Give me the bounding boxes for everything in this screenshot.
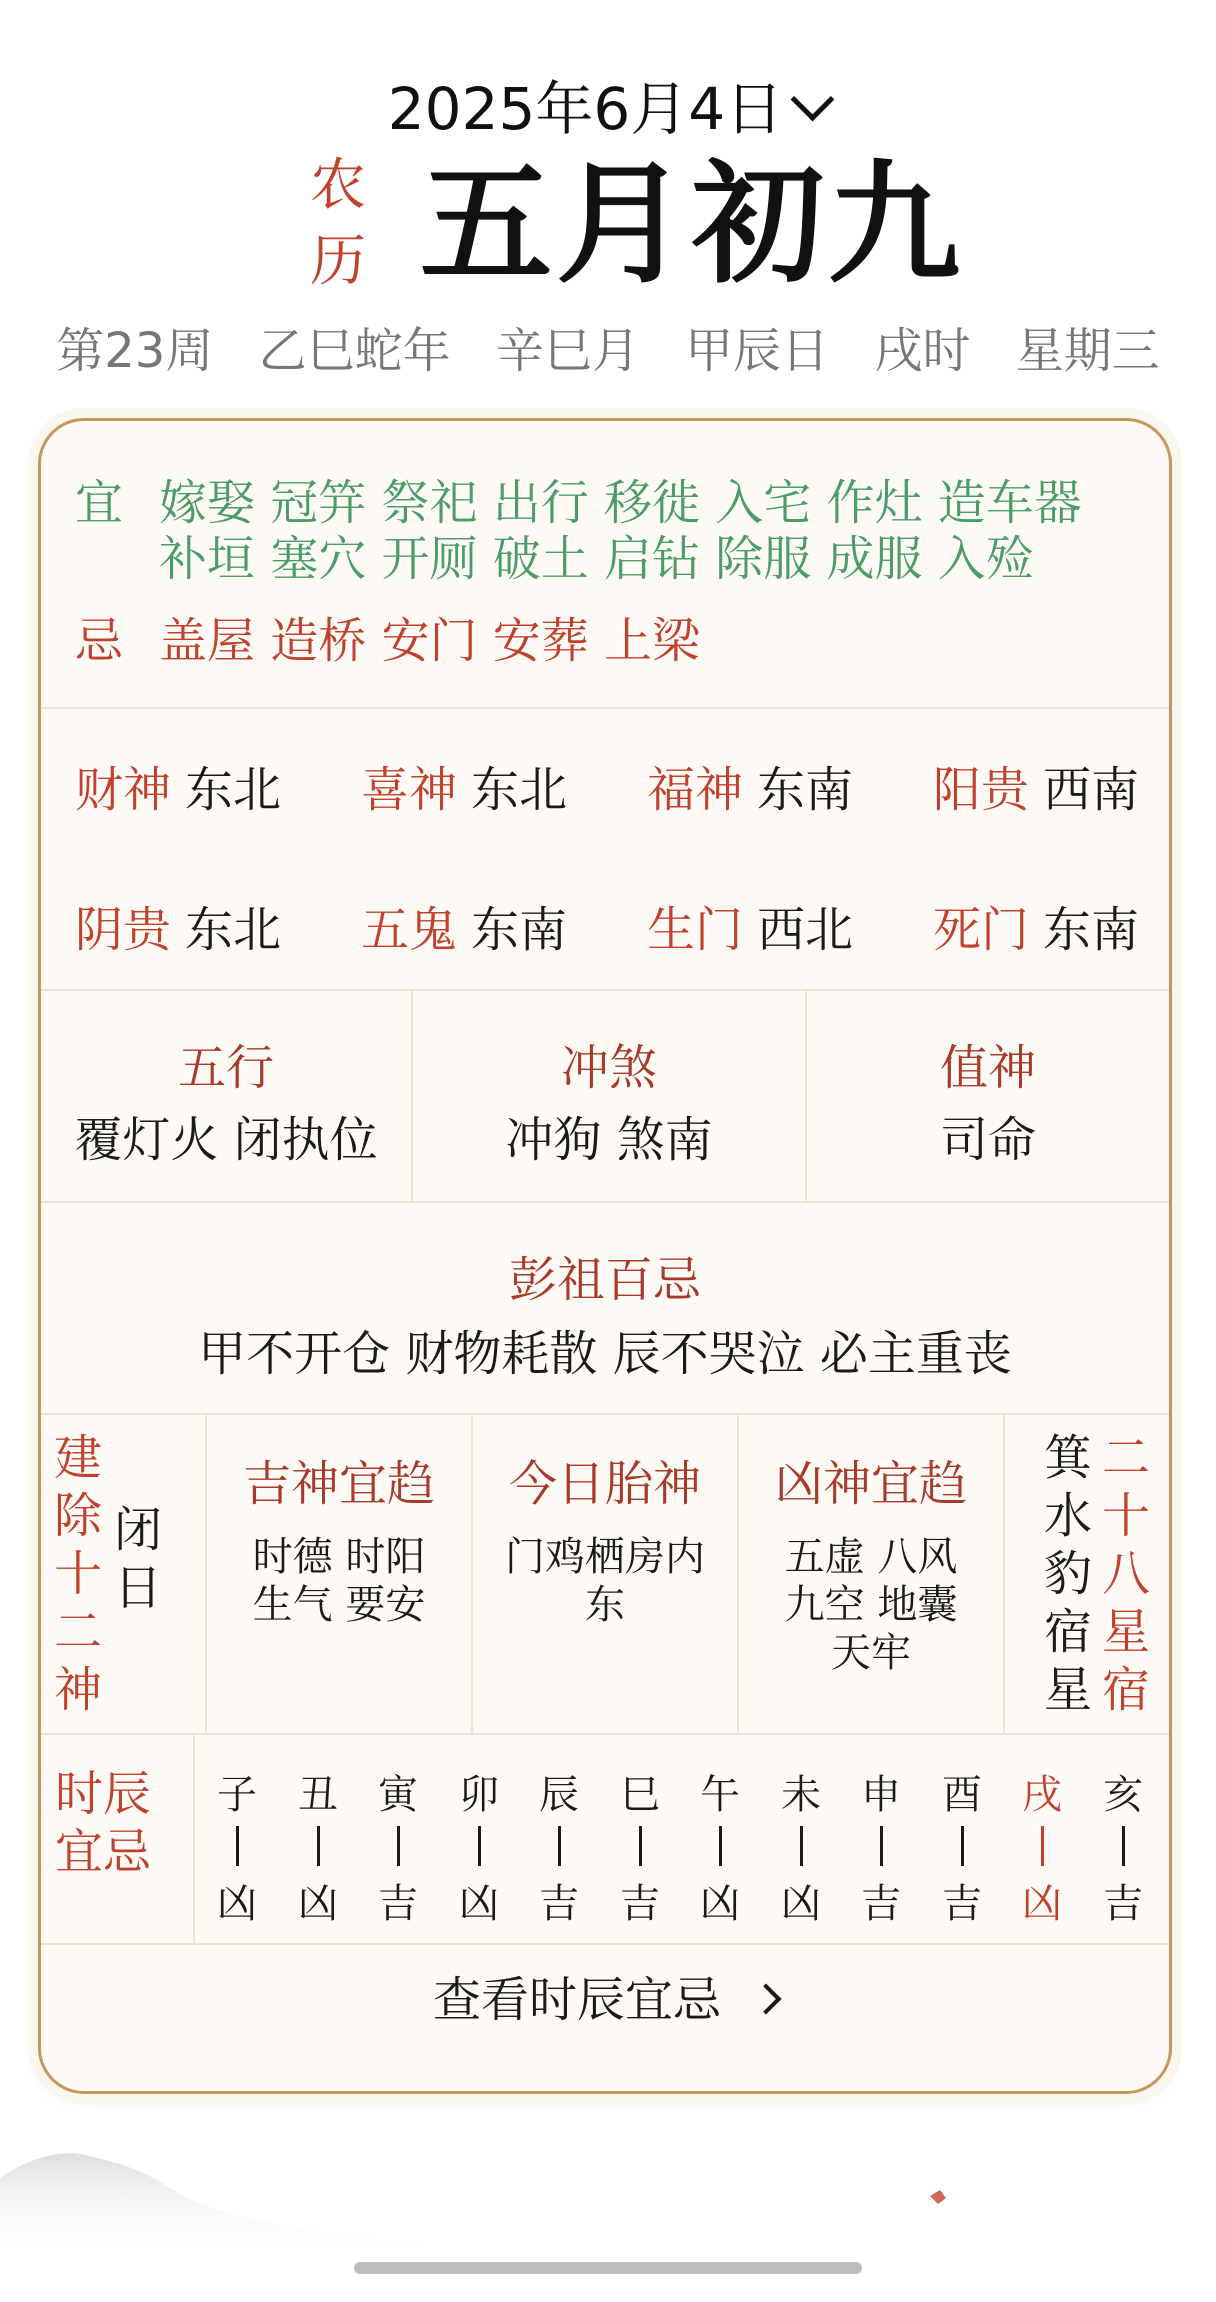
chongsha-title: 冲煞 [560, 1040, 657, 1096]
hour-item [610, 1763, 670, 1929]
hour-branch: 丑 [298, 1772, 338, 1818]
hour-separator [236, 1826, 239, 1866]
taishen-title: 今日胎神 [508, 1456, 701, 1512]
pengzu-title: 彭祖百忌 [508, 1252, 701, 1308]
hour-branch: 卯 [459, 1772, 499, 1818]
hour-item [1012, 1763, 1072, 1929]
lunar-date: 五月初九 [420, 148, 964, 302]
hour-separator [639, 1826, 642, 1866]
xiongshen-title: 凶神宜趋 [774, 1456, 967, 1512]
jianchu-label: 建除十二神 [53, 1430, 102, 1718]
yi-line-2: 补垣 塞穴 开厕 破土 启钻 除服 成服 入殓 [159, 531, 1034, 587]
hour-separator [558, 1826, 561, 1866]
jishen-line-1: 时德 时阳 [252, 1534, 426, 1580]
god-yingui: 阴贵 东北 [75, 902, 282, 958]
hour-branch: 子 [217, 1772, 257, 1818]
date-selector[interactable] [0, 62, 1216, 146]
hour-separator [880, 1826, 883, 1866]
date-meta-row [0, 312, 1216, 381]
hour-item [1093, 1763, 1153, 1929]
home-indicator [354, 2262, 862, 2274]
hour-separator [1122, 1826, 1125, 1866]
taishen-line-2: 东 [585, 1582, 625, 1628]
hour-item [368, 1763, 428, 1929]
week-number: 第23周 [56, 323, 214, 379]
god-yanggui: 阳贵 西南 [933, 762, 1140, 818]
jishen-line-2: 生气 要安 [252, 1582, 426, 1628]
hour-luck: 凶 [459, 1881, 499, 1927]
lunar-tag: 农历 [310, 153, 366, 294]
taishen-line-1: 门鸡栖房内 [505, 1534, 705, 1580]
hour-branch: 寅 [378, 1772, 418, 1818]
hour-separator [397, 1826, 400, 1866]
hour-item [851, 1763, 911, 1929]
hour-separator [719, 1826, 722, 1866]
hour-branch: 辰 [539, 1772, 579, 1818]
pengzu-value: 甲不开仓 财物耗散 辰不哭泣 必主重丧 [198, 1326, 1012, 1382]
ji-items: 盖屋 造桥 安门 安葬 上梁 [159, 613, 701, 669]
ink-mountain-decoration [0, 2138, 1216, 2258]
hour-item [690, 1763, 750, 1929]
chongsha-value: 冲狗 煞南 [505, 1112, 713, 1168]
view-hours-label: 查看时辰宜忌 [432, 1972, 721, 2028]
hour-luck: 吉 [620, 1881, 660, 1927]
hour-luck: 吉 [539, 1881, 579, 1927]
yi-label: 宜 [75, 475, 124, 531]
wuxing-title: 五行 [177, 1040, 274, 1096]
hour-luck: 凶 [298, 1881, 338, 1927]
hour-luck: 吉 [378, 1881, 418, 1927]
weekday: 星期三 [1015, 323, 1160, 379]
hour-item [288, 1763, 348, 1929]
god-caishen: 财神 东北 [75, 762, 282, 818]
day-ganzhi: 甲辰日 [685, 323, 830, 379]
almanac-card [38, 418, 1172, 2094]
hour-item [771, 1763, 831, 1929]
hour-separator [317, 1826, 320, 1866]
hour-separator [800, 1826, 803, 1866]
hour-branch: 未 [781, 1772, 821, 1818]
hour-item [529, 1763, 589, 1929]
god-wugui: 五鬼 东南 [361, 902, 568, 958]
month-ganzhi: 辛巳月 [495, 323, 640, 379]
god-xishen: 喜神 东北 [361, 762, 568, 818]
hour-separator [478, 1826, 481, 1866]
god-fushen: 福神 东南 [647, 762, 854, 818]
hour-item [449, 1763, 509, 1929]
divider [41, 989, 1169, 991]
hour-item [932, 1763, 992, 1929]
zhishen-title: 值神 [939, 1040, 1036, 1096]
hour-branch: 午 [700, 1772, 740, 1818]
divider [41, 1943, 1169, 1945]
chevron-down-icon [791, 78, 835, 122]
hour-separator [961, 1826, 964, 1866]
divider [41, 1733, 1169, 1735]
hour-luck: 吉 [861, 1881, 901, 1927]
hour-branch: 戌 [1022, 1772, 1062, 1818]
hour-luck: 凶 [1022, 1881, 1062, 1927]
hour-luck: 吉 [1103, 1881, 1143, 1927]
hour-separator [1041, 1826, 1044, 1866]
xiongshen-line-2: 九空 地囊 [784, 1582, 958, 1628]
xiongshen-line-1: 五虚 八风 [784, 1534, 958, 1580]
divider [41, 1201, 1169, 1203]
hour-luck: 凶 [700, 1881, 740, 1927]
chevron-right-icon [750, 1983, 781, 2014]
divider [41, 707, 1169, 709]
hour-branch: 巳 [620, 1772, 660, 1818]
hours-label: 时辰宜忌 [55, 1766, 152, 1880]
hour-branch: 酉 [942, 1772, 982, 1818]
divider [1003, 1413, 1005, 1733]
wuxing-value: 覆灯火 闭执位 [74, 1112, 378, 1168]
hour-luck: 凶 [781, 1881, 821, 1927]
zhishen-value: 司命 [939, 1112, 1036, 1168]
jianchu-value: 闭日 [113, 1502, 162, 1616]
hour-luck: 吉 [942, 1881, 982, 1927]
xingsu-value: 箕水豹宿星 [1043, 1430, 1092, 1718]
hour-ganzhi: 戌时 [874, 323, 971, 379]
divider [41, 1413, 1169, 1415]
hour-branch: 亥 [1103, 1772, 1143, 1818]
year-ganzhi: 乙巳蛇年 [258, 323, 451, 379]
yi-line-1: 嫁娶 冠笄 祭祀 出行 移徙 入宅 作灶 造车器 [159, 475, 1082, 531]
divider [193, 1733, 195, 1943]
god-shengmen: 生门 西北 [647, 902, 854, 958]
hour-branch: 申 [861, 1772, 901, 1818]
date-text: 2025年6月4日 [387, 75, 784, 143]
god-simen: 死门 东南 [933, 902, 1140, 958]
hour-item [207, 1763, 267, 1929]
jishen-title: 吉神宜趋 [242, 1456, 435, 1512]
ji-label: 忌 [75, 613, 124, 669]
hour-luck: 凶 [217, 1881, 257, 1927]
xingsu-label: 二十八星宿 [1101, 1430, 1150, 1718]
view-hours-link[interactable] [41, 1961, 1169, 2030]
xiongshen-line-3: 天牢 [831, 1630, 911, 1676]
